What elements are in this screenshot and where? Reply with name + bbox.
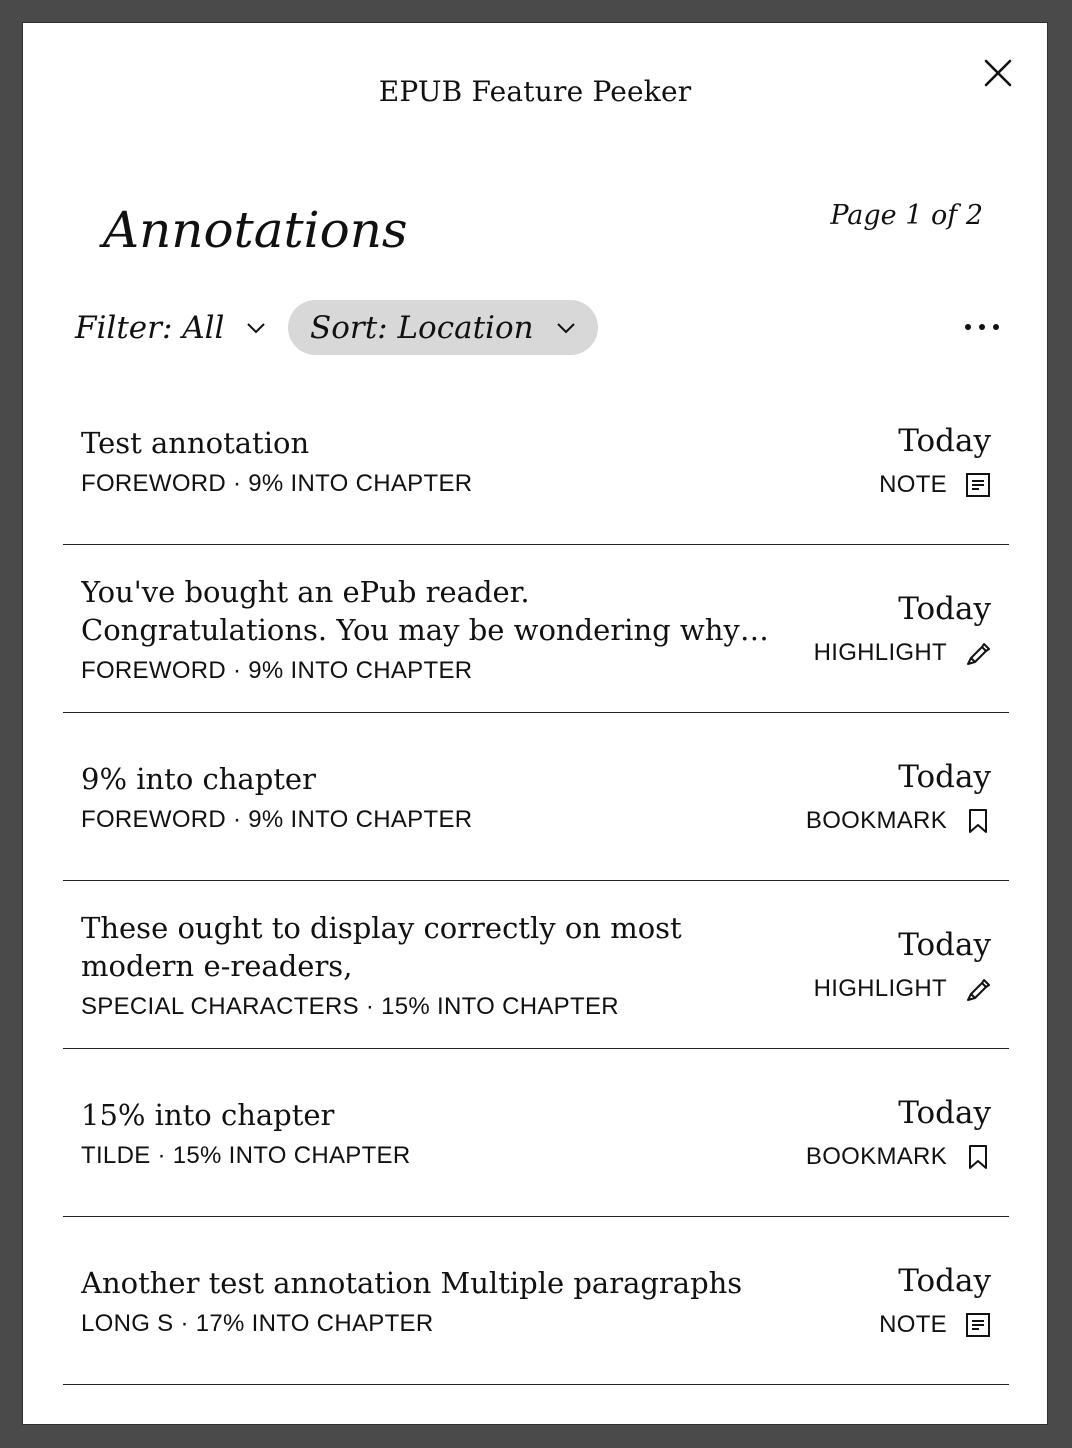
more-icon-dot — [979, 324, 985, 330]
annotation-text: 15% into chapter — [81, 1097, 335, 1132]
more-icon-dot — [965, 324, 971, 330]
sort-dropdown[interactable] — [288, 300, 598, 355]
annotation-location: FOREWORD · 9% INTO CHAPTER — [81, 469, 473, 497]
annotation-row[interactable] — [63, 881, 1009, 1049]
annotation-date: Today — [898, 1094, 991, 1131]
note-icon — [965, 1312, 991, 1338]
close-button[interactable] — [983, 58, 1013, 88]
close-icon — [983, 58, 1013, 88]
annotation-date: Today — [898, 590, 991, 627]
annotation-date: Today — [898, 1262, 991, 1299]
filter-dropdown[interactable] — [75, 301, 266, 355]
annotation-text: Another test annotation Multiple paragraphs — [81, 1265, 743, 1300]
sort-label: Sort: Location — [310, 309, 534, 346]
bookmark-icon — [965, 808, 991, 834]
annotation-row[interactable] — [63, 1049, 1009, 1217]
annotation-type: BOOKMARK — [805, 806, 947, 834]
more-icon-dot — [993, 324, 999, 330]
annotation-location: TILDE · 15% INTO CHAPTER — [81, 1141, 411, 1169]
annotation-location: SPECIAL CHARACTERS · 15% INTO CHAPTER — [81, 992, 619, 1020]
annotation-row[interactable] — [63, 1217, 1009, 1385]
annotation-location: FOREWORD · 9% INTO CHAPTER — [81, 805, 473, 833]
annotation-type: NOTE — [879, 1310, 947, 1338]
note-icon — [965, 472, 991, 498]
book-title: EPUB Feature Peeker — [378, 75, 692, 108]
annotation-list — [63, 377, 1009, 1385]
annotation-text: Test annotation — [81, 425, 310, 460]
annotation-date: Today — [898, 422, 991, 459]
annotation-date: Today — [898, 926, 991, 963]
annotation-type: BOOKMARK — [805, 1142, 947, 1170]
annotations-panel — [22, 22, 1048, 1425]
page-heading: Annotations — [103, 201, 408, 259]
chevron-down-icon — [246, 322, 266, 334]
annotation-row[interactable] — [63, 713, 1009, 881]
filter-label: Filter: All — [75, 310, 225, 346]
more-options-button[interactable] — [965, 315, 999, 339]
highlighter-icon — [965, 640, 991, 666]
annotation-type: HIGHLIGHT — [813, 638, 947, 666]
annotation-type: NOTE — [879, 470, 947, 498]
annotation-location: LONG S · 17% INTO CHAPTER — [81, 1309, 434, 1337]
annotation-text: You've bought an ePub reader. Congratulations. You may be wondering why — [81, 574, 740, 647]
chevron-down-icon — [556, 322, 576, 334]
bookmark-icon — [965, 1144, 991, 1170]
highlighter-icon — [965, 976, 991, 1002]
annotation-text: These ought to display correctly on most modern e-readers, — [81, 910, 682, 983]
annotation-row[interactable] — [63, 377, 1009, 545]
annotation-date: Today — [898, 758, 991, 795]
annotation-text: 9% into chapter — [81, 761, 316, 796]
annotation-location: FOREWORD · 9% INTO CHAPTER — [81, 656, 473, 684]
page-indicator: Page 1 of 2 — [830, 200, 983, 231]
annotation-row[interactable] — [63, 545, 1009, 713]
annotation-type: HIGHLIGHT — [813, 974, 947, 1002]
